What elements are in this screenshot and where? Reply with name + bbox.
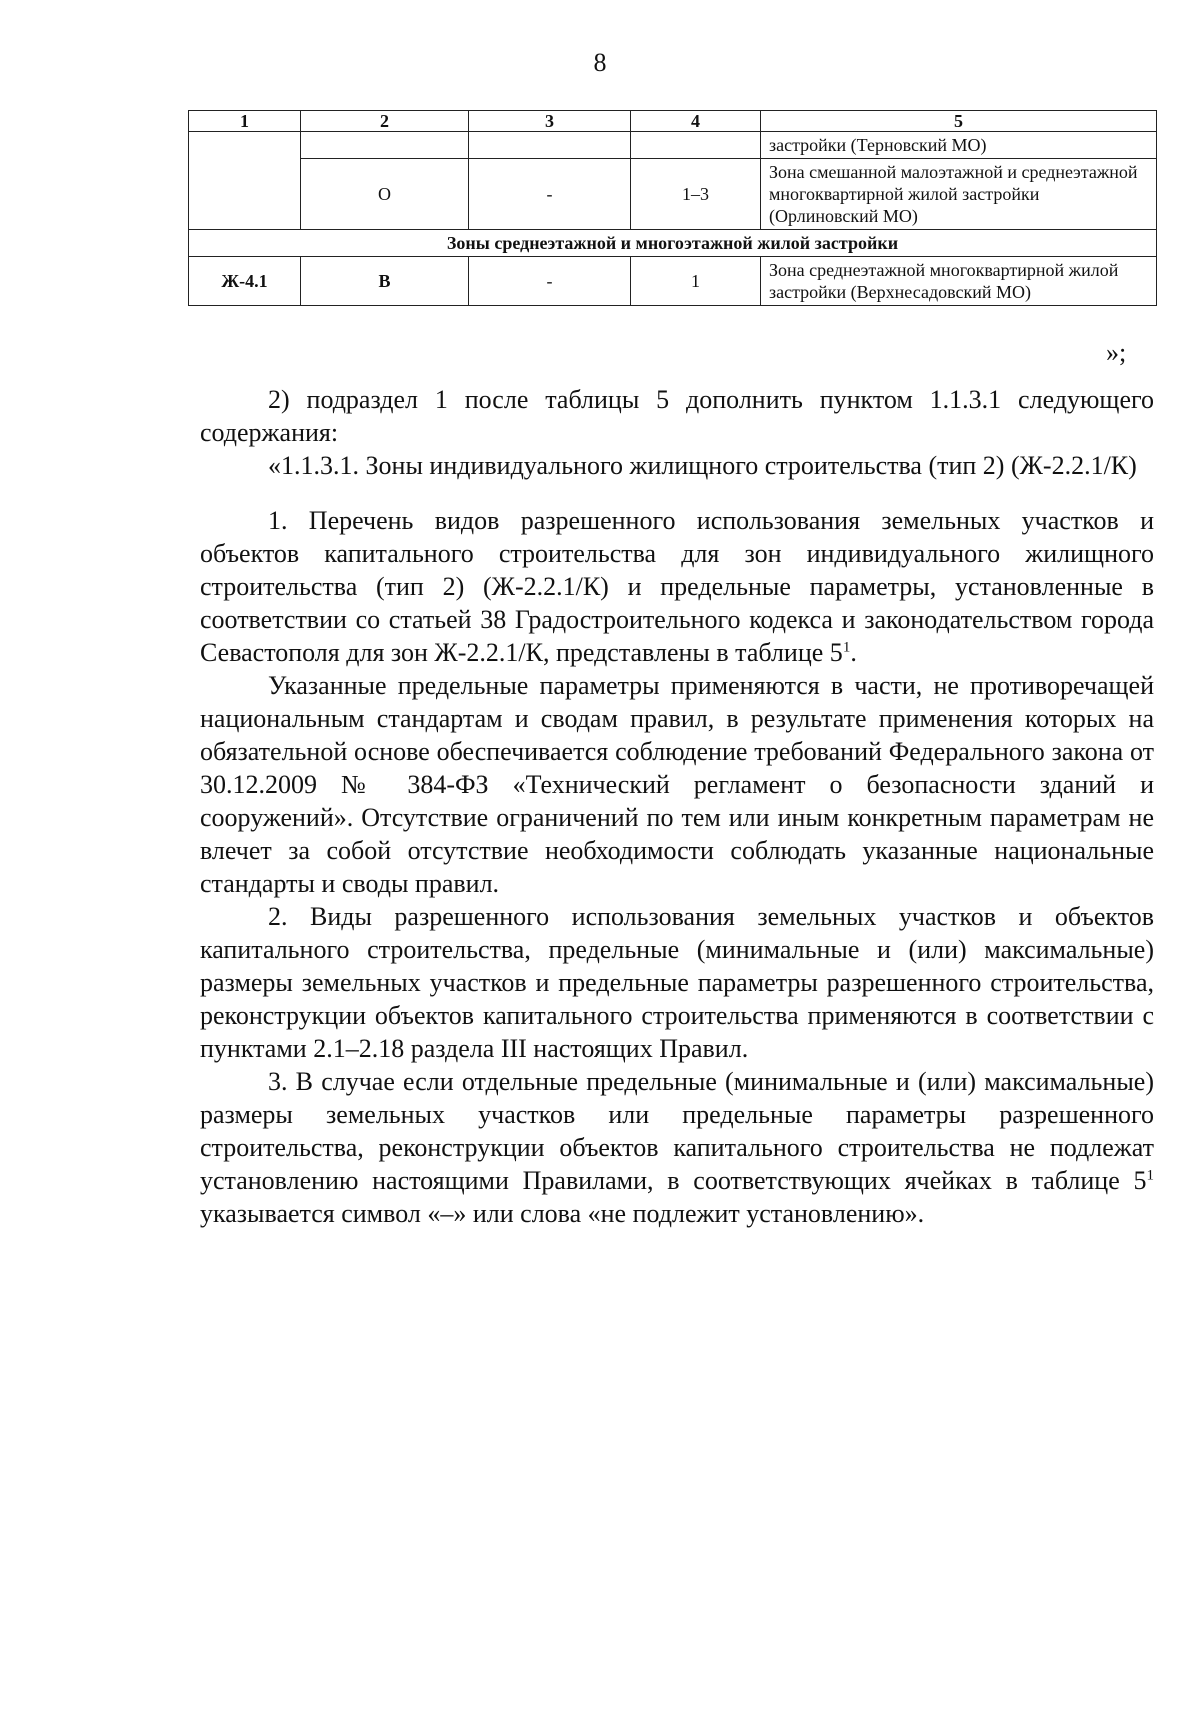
table-cell: 1–3 — [631, 159, 761, 230]
paragraph-gap — [200, 482, 1154, 504]
table-cell: О — [301, 159, 469, 230]
paragraph-limits: Указанные предельные параметры применяются в части, не противоречащей национальным стандартам и сводам правил, в результате применения которых на обязательной основе обеспечивается соблюдение требований Федерального закона от 30.12.2009 № 384-ФЗ «Технический регламент о безопасности зданий и сооружений». Отсутствие ограничений по тем или иным конкретным параметрам не влечет за собой отсутствие необходимости соблюдать указанные национальные стандарты и своды правил. — [200, 671, 1154, 898]
page-number: 8 — [593, 48, 607, 77]
table-header-cell: 4 — [631, 111, 761, 132]
table-cell: застройки (Терновский МО) — [761, 132, 1157, 159]
table-cell — [189, 132, 301, 230]
table-cell: В — [301, 257, 469, 306]
table-cell — [301, 132, 469, 159]
table-row — [189, 132, 1157, 159]
table-cell: - — [469, 159, 631, 230]
paragraph-item-3-text: 3. В случае если отдельные предельные (минимальные и (или) максимальные) размеры земельных участков или предельные параметры разрешенного строительства, реконструкции объектов капитального строительства не подлежат установлению настоящими Правилами, в соответствующих ячейках в таблице 5 — [200, 1067, 1154, 1195]
paragraph-item-1-end: . — [850, 638, 857, 667]
table-cell — [469, 132, 631, 159]
table-cell: Ж-4.1 — [189, 257, 301, 306]
table-header-cell: 3 — [469, 111, 631, 132]
zones-table — [188, 110, 1157, 306]
table-cell: Зона среднеэтажной многоквартирной жилой застройки (Верхнесадовский МО) — [761, 257, 1157, 306]
table-row — [189, 257, 1157, 306]
paragraph-item-1-text: 1. Перечень видов разрешенного использования земельных участков и объектов капитального строительства для зон индивидуального жилищного строительства (тип 2) (Ж-2.2.1/К) и предельные параметры, установленные в соответствии со статьей 38 Градостроительного кодекса и законодательством города Севастополя для зон Ж-2.2.1/К, представлены в таблице 5 — [200, 506, 1154, 667]
paragraph-subsection-addition: 2) подраздел 1 после таблицы 5 дополнить пунктом 1.1.3.1 следующего содержания: — [200, 385, 1154, 447]
table-cell: - — [469, 257, 631, 306]
table-superscript: 1 — [842, 639, 851, 656]
table-section-row — [189, 230, 1157, 257]
table-header-cell: 1 — [189, 111, 301, 132]
table-superscript: 1 — [1146, 1167, 1154, 1184]
paragraph-section-heading: «1.1.3.1. Зоны индивидуального жилищного строительства (тип 2) (Ж-2.2.1/К) — [268, 451, 1137, 480]
table-section-title: Зоны среднеэтажной и многоэтажной жилой застройки — [189, 230, 1157, 257]
table-cell — [631, 132, 761, 159]
table-header-cell: 2 — [301, 111, 469, 132]
closing-quote-mark: »; — [1106, 338, 1127, 367]
document-body — [200, 383, 1154, 1230]
table-header-row — [189, 111, 1157, 132]
paragraph-item-2: 2. Виды разрешенного использования земельных участков и объектов капитального строительства, предельные (минимальные и (или) максимальные) размеры земельных участков и предельные параметры разрешенного строительства, реконструкции объектов капитального строительства применяются в соответствии с пунктами 2.1–2.18 раздела III настоящих Правил. — [200, 902, 1154, 1063]
table-header-cell: 5 — [761, 111, 1157, 132]
table-cell: 1 — [631, 257, 761, 306]
paragraph-item-1 — [200, 504, 1154, 669]
table-cell: Зона смешанной малоэтажной и среднеэтажной многоквартирной жилой застройки (Орлиновский МО) — [761, 159, 1157, 230]
paragraph-item-3-end: указывается символ «–» или слова «не подлежит установлению». — [200, 1199, 925, 1228]
table-row — [189, 159, 1157, 230]
paragraph-item-3 — [200, 1065, 1154, 1230]
